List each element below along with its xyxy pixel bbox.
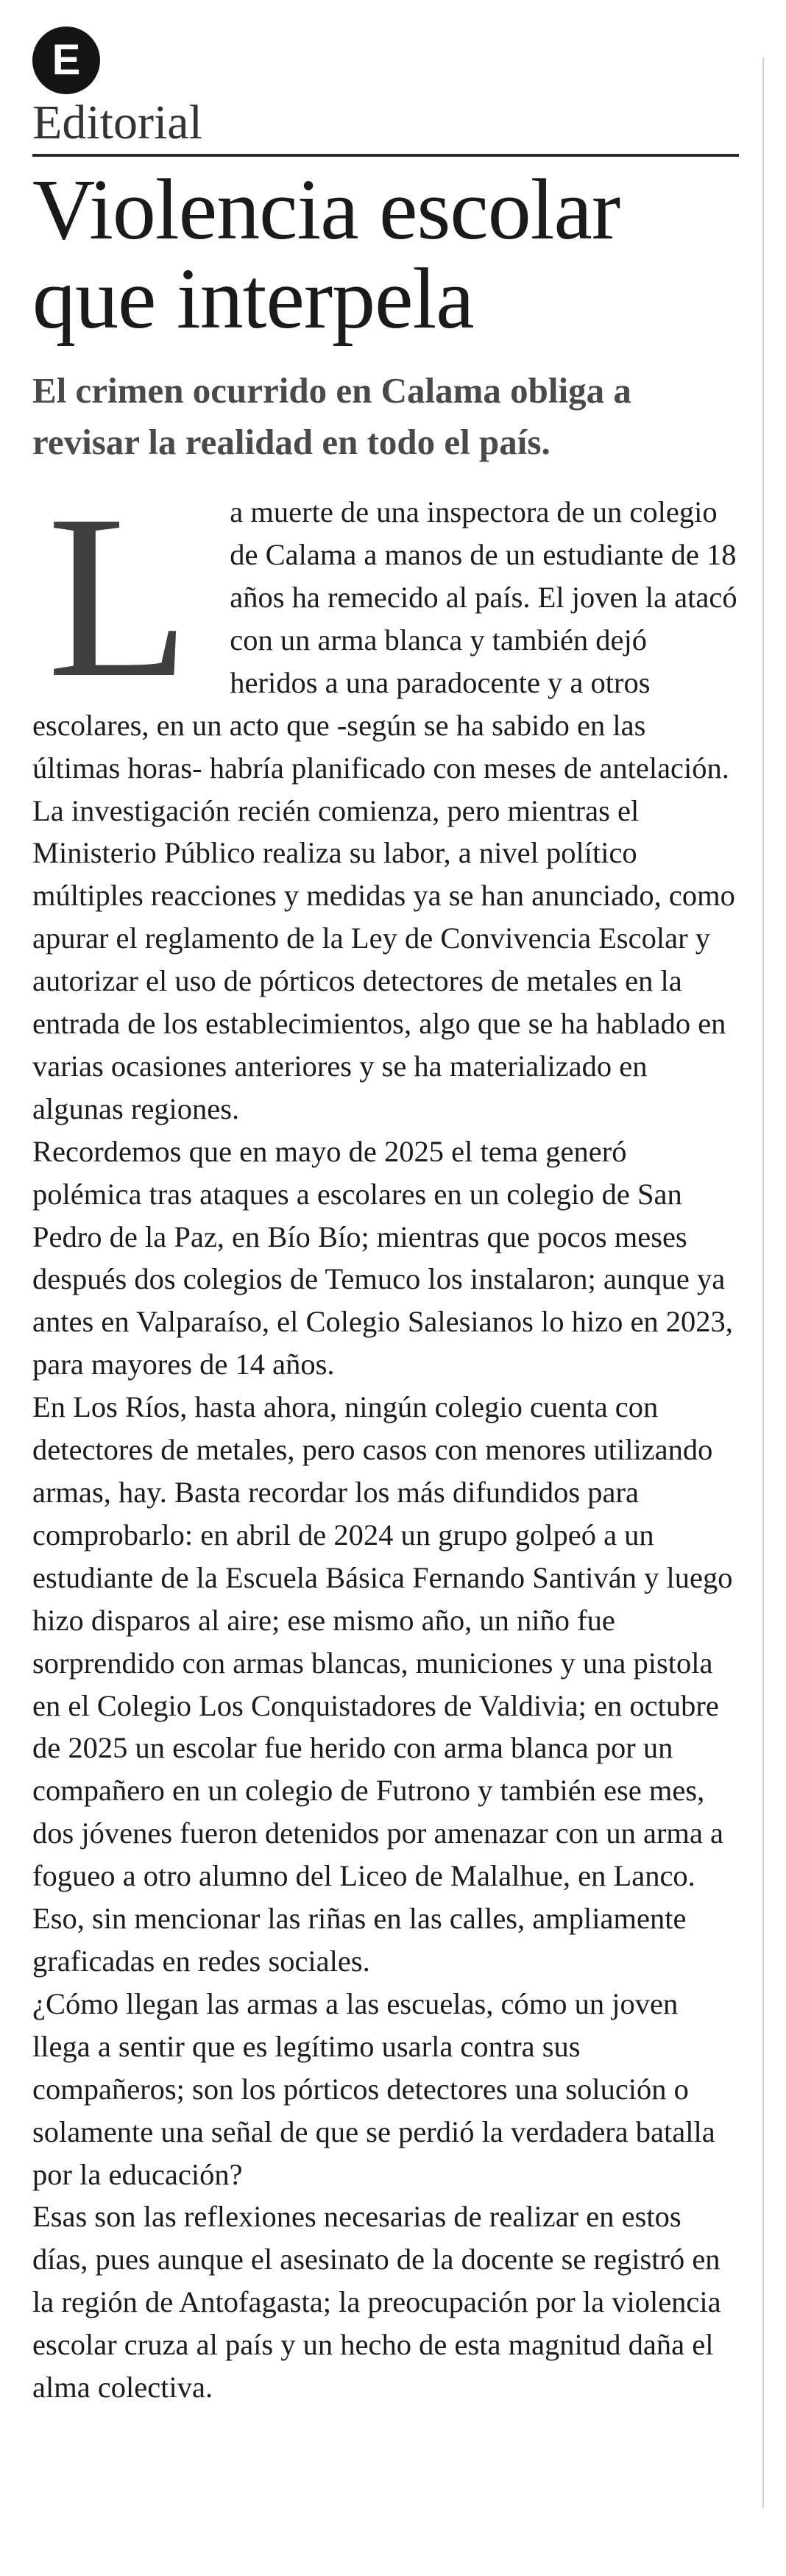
paragraph-3: Recordemos que en mayo de 2025 el tema generó polémica tras ataques a escolares en un colegio de San Pedro de la Paz, en Bío Bío; mientras que pocos meses después dos colegios de Temuco los instalaron; aunque ya antes en Valparaíso, el Colegio Salesianos lo hizo en 2023, para mayores de 14 años.	[32, 1134, 733, 1381]
headline: Violencia escolar que interpela	[32, 161, 620, 347]
paragraph-6: Esas son las reflexiones necesarias de realizar en estos días, pues aunque el asesinato de la docente se registró en la región de Antofagasta; la preocupación por la violencia escolar cruza al país y un hecho de esta magnitud daña el alma colectiva.	[32, 2200, 721, 2405]
paragraph-4: En Los Ríos, hasta ahora, ningún colegio cuenta con detectores de metales, pero casos con menores utilizando armas, hay. Basta recordar los más difundidos para comprobarlo: en abril de 2024 un grupo golpeó a un estudiante de la Escuela Básica Fernando Santiván y luego hizo disparos al aire; ese mismo año, un niño fue sorprendido con armas blancas, municiones y una pistola en el Colegio Los Conquistadores de Valdivia; en octubre de 2025 un escolar fue herido con arma blanca por un compañero en un colegio de Futrono y también ese mes, dos jóvenes fueron detenidos por amenazar con un arma a fogueo a otro alumno del Liceo de Malalhue, en Lanco. Eso, sin mencionar las riñas en las calles, ampliamente graficadas en redes sociales.	[32, 1390, 733, 1978]
drop-cap: L	[47, 467, 191, 726]
column-rule	[762, 57, 764, 2508]
editorial-badge	[32, 26, 100, 94]
article-body	[32, 467, 739, 2409]
paragraph-2: La investigación recién comienza, pero mientras el Ministerio Público realiza su labor, a nivel político múltiples reacciones y medidas ya se han anunciado, como apurar el reglamento de la Ley de Convivencia Escolar y autorizar el uso de pórticos detectores de metales en la entrada de los establecimientos, algo que se ha hablado en varias ocasiones anteriores y se ha materializado en algunas regiones.	[32, 793, 735, 1125]
paragraph-5: ¿Cómo llegan las armas a las escuelas, cómo un joven llega a sentir que es legítimo usarla contra sus compañeros; son los pórticos detectores una solución o solamente una señal de que se perdió la verdadera batalla por la educación?	[32, 1986, 715, 2191]
deck: El crimen ocurrido en Calama obliga a revisar la realidad en todo el país.	[32, 370, 631, 462]
paragraph-1	[32, 467, 739, 789]
section-label: Editorial	[32, 97, 739, 157]
editorial-article	[32, 26, 739, 2409]
paragraph-1-text: a muerte de una inspectora de un colegio de Calama a manos de un estudiante de 18 años ha remecido al país. El joven la atacó con un arma blanca y también dejó heridos a una paradocente y a otros escolares, en un acto que -según se ha sabido en las últimas horas- habría planificado con meses de antelación.	[32, 495, 737, 785]
badge-letter: E	[52, 36, 81, 84]
